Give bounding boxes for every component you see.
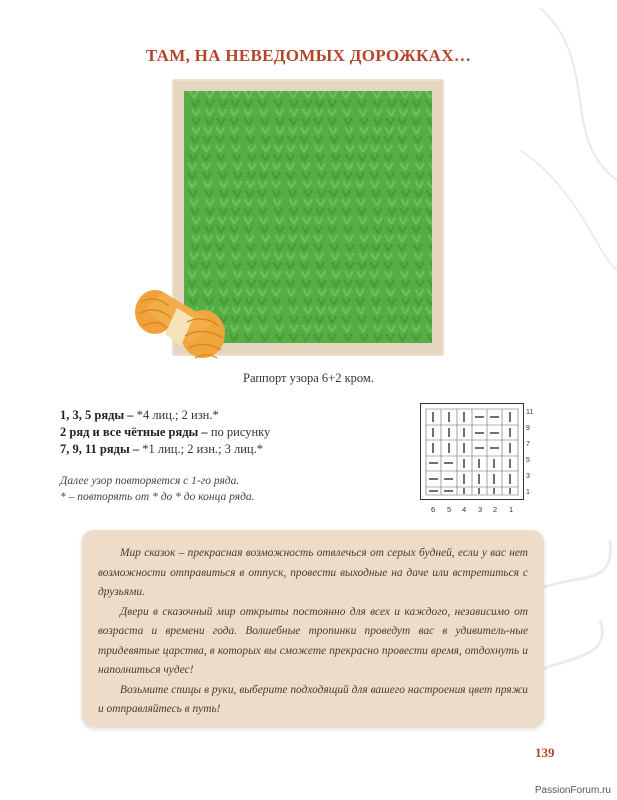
page-title: ТАМ, НА НЕВЕДОМЫХ ДОРОЖКАХ… [145, 46, 472, 65]
pattern-caption: Раппорт узора 6+2 кром. [243, 371, 374, 385]
knitting-chart [420, 403, 524, 500]
chart-col-number: 6 [431, 505, 436, 514]
chart-row-number: 1 [526, 489, 530, 496]
chart-row-number: 7 [526, 441, 530, 448]
chart-col-number: 1 [509, 505, 514, 514]
chart-col-number: 4 [462, 505, 467, 514]
row-instruction: 2 ряд и все чётные ряды – по рисунку [60, 425, 271, 439]
story-paragraph: Двери в сказочный мир открыты постоянно для всех и каждого, независимо от возраста и времени года. Волшебные тропинки проведут вас в удивитель-ные тридевятые царства, в которых вы сможете прекрасно провести время, отдохнуть и наполниться чудес! [98, 605, 528, 676]
watermark: PassionForum.ru [534, 785, 611, 796]
pattern-notes [60, 473, 255, 505]
story-text [98, 544, 528, 720]
story-paragraph: Возьмите спицы в руки, выберите подходящий для вашего настроения цвет пряжи и отправляйтесь в путь! [98, 683, 528, 715]
chart-row-number: 11 [526, 409, 534, 416]
note-line: * – повторять от * до * до конца ряда. [60, 491, 255, 503]
chart-row-number: 3 [526, 473, 530, 480]
chart-row-number: 9 [526, 425, 530, 432]
chart-col-number: 5 [447, 505, 452, 514]
note-line: Далее узор повторяется с 1-го ряда. [60, 475, 240, 487]
chart-col-number: 2 [493, 505, 498, 514]
row-instructions [60, 407, 270, 458]
row-instruction: 1, 3, 5 ряды – *4 лиц.; 2 изн.* [60, 408, 219, 422]
story-paragraph: Мир сказок – прекрасная возможность отвлечься от серых будней, если у вас нет возможности отправиться в отпуск, провести выходные на даче или встретиться с друзьями. [98, 547, 528, 598]
chart-row-number: 5 [526, 457, 530, 464]
row-instruction: 7, 9, 11 ряды – *1 лиц.; 2 изн.; 3 лиц.* [60, 442, 263, 456]
page-number: 139 [535, 745, 555, 760]
yarn-skein-icon [133, 282, 231, 364]
story-card [82, 530, 544, 727]
chart-col-number: 3 [478, 505, 483, 514]
